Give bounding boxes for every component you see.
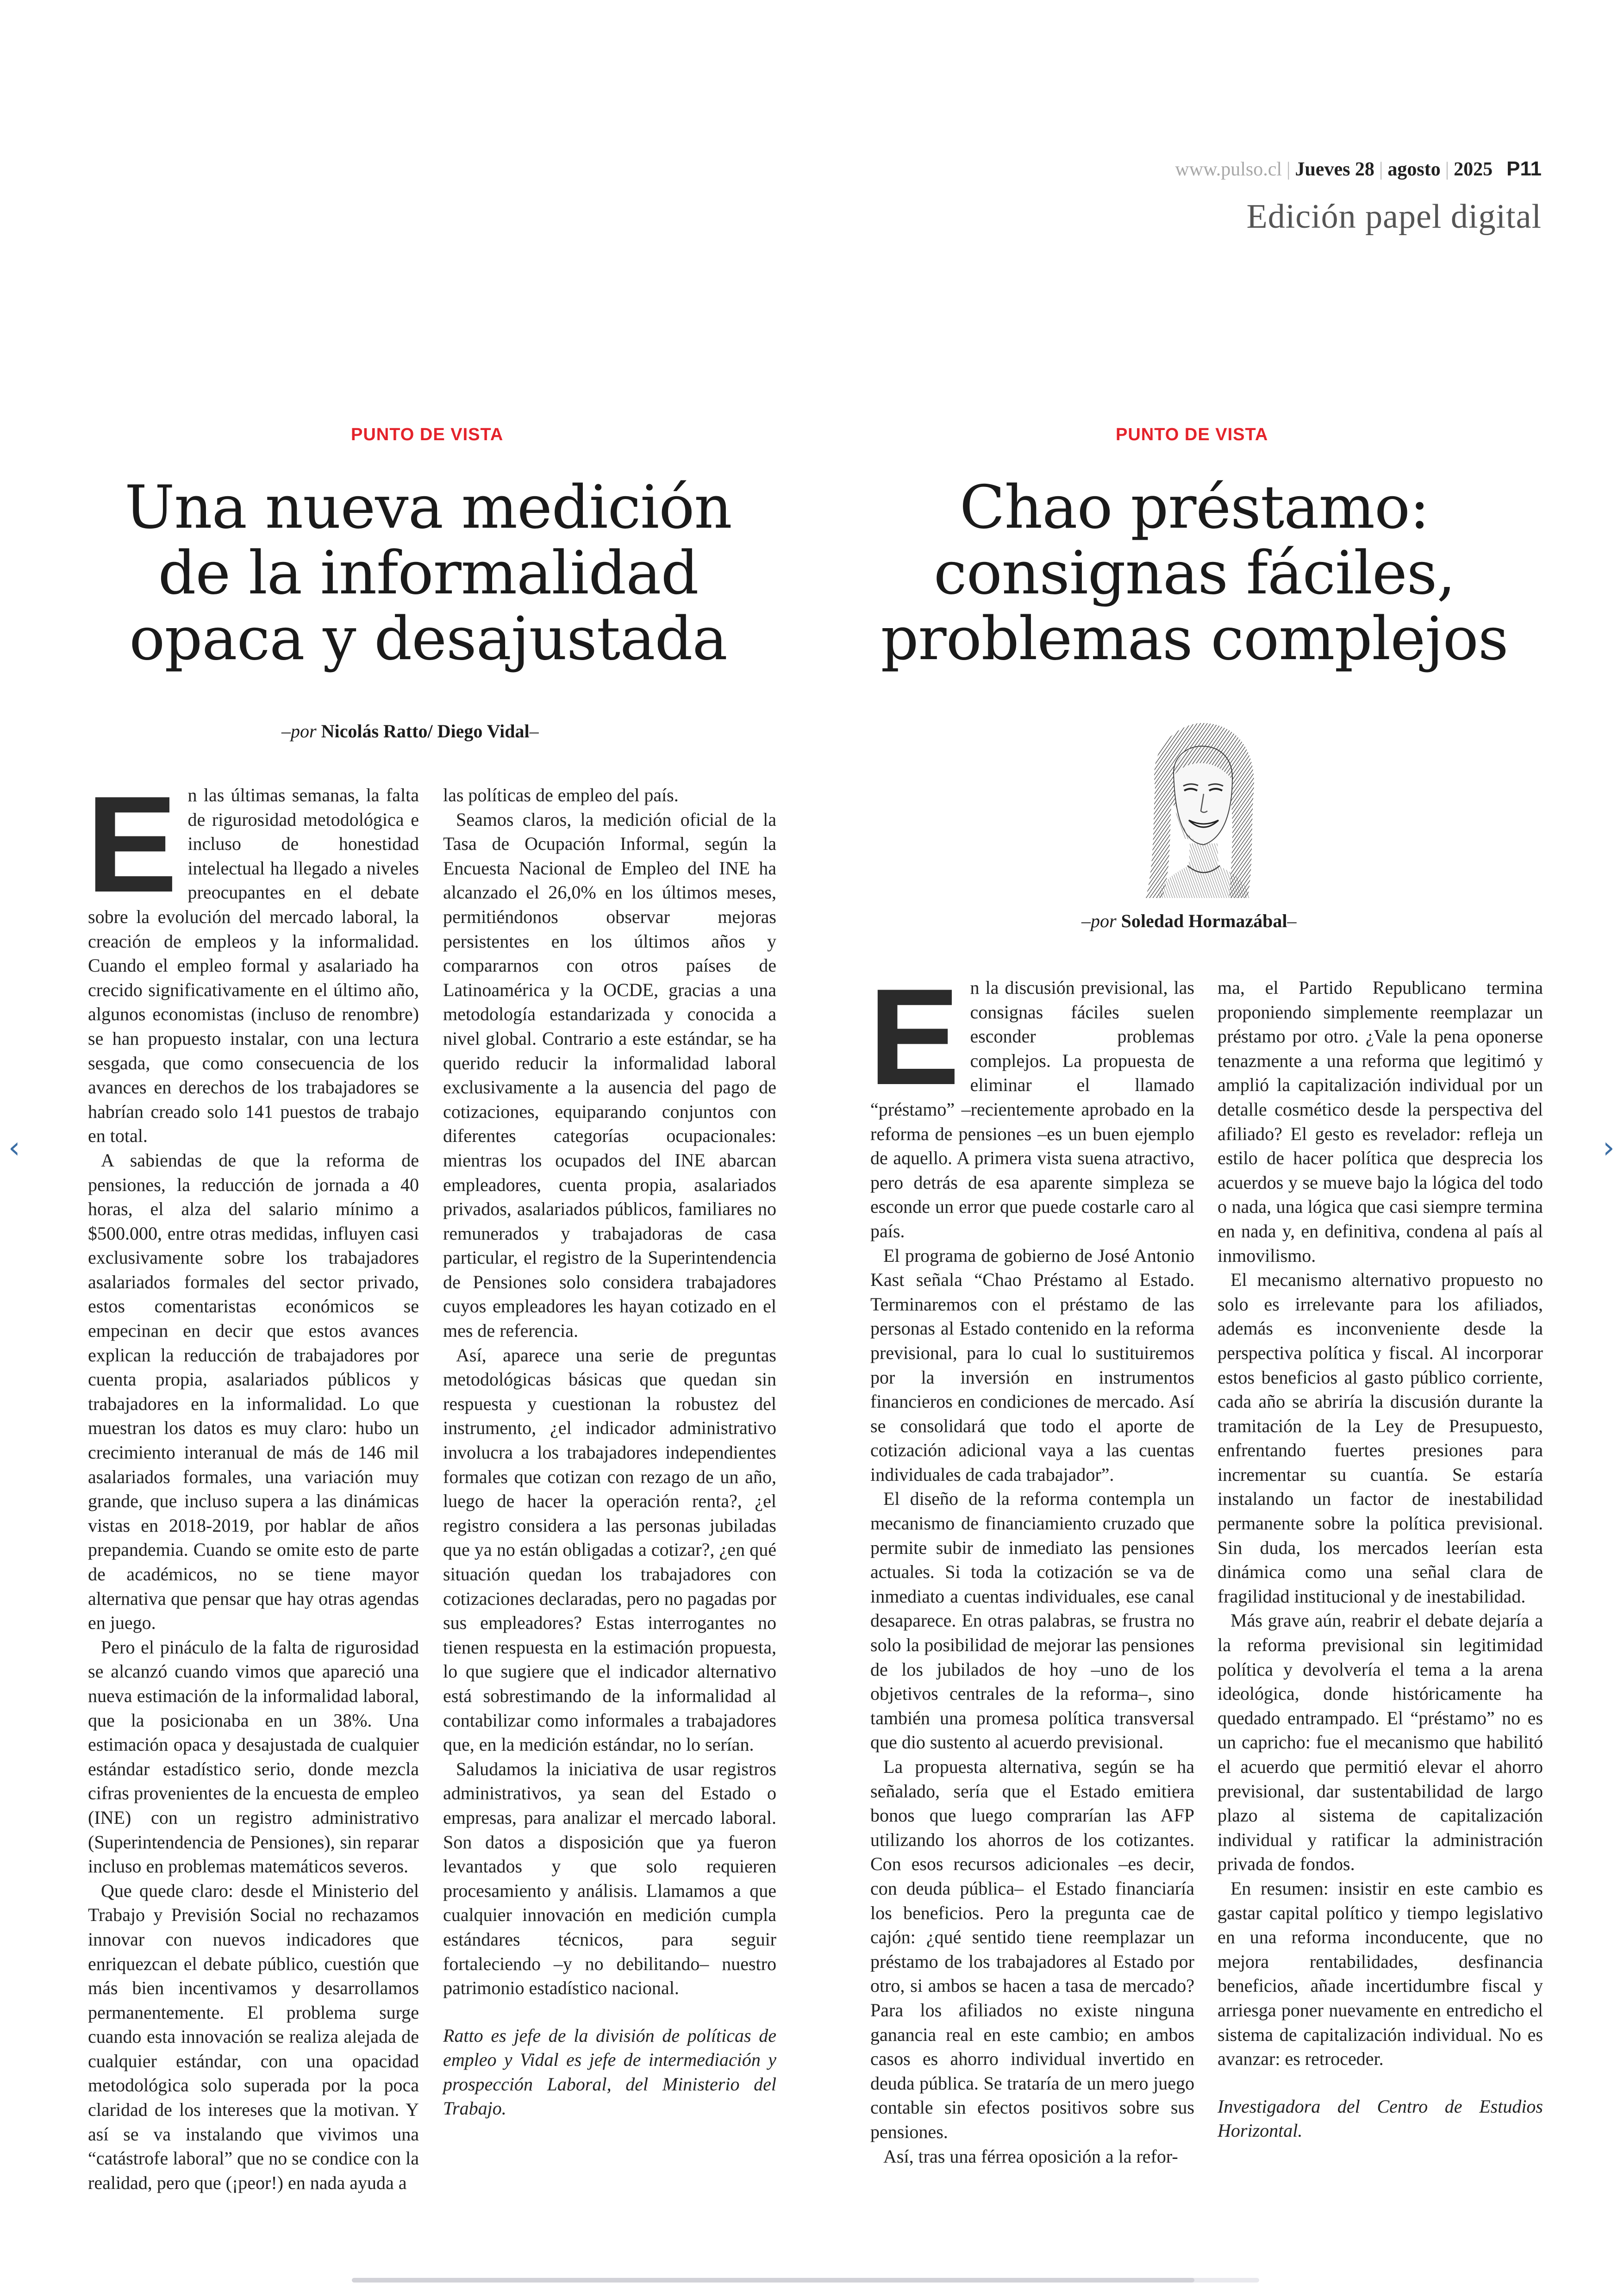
paragraph: El diseño de la reforma contempla un mecanismo de financiamiento cruzado que permite subir de inmediato las pensiones actuales. Si toda la cotización se va de inmediato a cuentas individuales, ese canal desaparece. En otras palabras, se frustra no solo la posibilidad de mejorar las pensiones de los jubilados de hoy –uno de los objetivos centrales de la reforma–, sino también una promesa política transversal que dio sustento al acuerdo previsional. — [870, 1488, 1194, 1753]
paragraph: Saludamos la iniciativa de usar registros administrativos, ya sean del Estado o empresas, para analizar el mercado laboral. Son datos a disposición que ya fueron levantados y que solo requieren procesamiento y análisis. Llamamos a que cualquier innovación en medición cumpla estándares técnicos, para seguir fortaleciendo –y no debilitando– nuestro patrimonio estadístico nacional. — [443, 1758, 776, 1999]
left-byline — [281, 720, 539, 742]
right-headline-line: Chao préstamo: — [959, 473, 1430, 542]
drop-cap: E — [868, 960, 960, 1113]
right-article-col2 — [1218, 976, 1543, 2143]
left-byline-authors: Nicolás Ratto/ Diego Vidal — [321, 721, 530, 742]
paragraph: La propuesta alternativa, según se ha señalado, sería que el Estado emitiera bonos que luego comprarían las AFP utilizando los ahorros de los cotizantes. Con esos recursos adicionales –es decir, con deuda pública– el Estado financiaría los beneficios. Pero la pregunta cae de cajón: ¿qué sentido tiene reemplazar un préstamo de los trabajadores al Estado por otro, si ambos se hacen a tasa de mercado? Para los afiliados no existe ninguna ganancia real en este cambio; en ambos casos es ahorro individual invertido en deuda pública. Se trataría de un mero juego contable sin efectos positivos sobre sus pensiones. — [870, 1756, 1194, 2142]
right-headline-line: consignas fáciles, — [933, 539, 1455, 608]
paragraph: las políticas de empleo del país. — [443, 785, 679, 805]
paragraph: Que quede claro: desde el Ministerio del Trabajo y Previsión Social no rechazamos innovar con nuevos indicadores que enriquezcan el debate público, cuestión que más bien incentivamos y desarrollamos permanentemente. El problema surge cuando esta innovación se realiza alejada de cualquier estándar, con una opacidad metodológica solo superada por la poca claridad de los intereses que la motivan. Y así se va instalando que vivimos una “catástrofe laboral” que no se condice con la realidad, pero que (¡peor!) en nada ayuda a — [88, 1880, 419, 2193]
byline-prefix: –por — [1081, 911, 1117, 931]
page-number: P11 — [1506, 157, 1542, 180]
author-note: Investigadora del Centro de Estudios Horizontal. — [1218, 2095, 1543, 2141]
left-headline-line: Una nueva medición — [125, 473, 732, 542]
paragraph: El mecanismo alternativo propuesto no solo es irrelevante para los afiliados, además es inconveniente desde la perspectiva política y fiscal. Al incorporar estos beneficios al gasto público corriente, cada año se abriría la discusión durante la tramitación de la Ley de Presupuesto, enfrentando fuertes presiones para incrementar su cuantía. Se estaría instalando un factor de inestabilidad permanente sobre la política previsional. Sin duda, los mercados leerían esta dinámica como una señal clara de fragilidad institucional y de inestabilidad. — [1218, 1269, 1543, 1607]
left-headline — [83, 475, 773, 672]
issue-year: 2025 — [1454, 159, 1493, 180]
byline-prefix: –por — [281, 721, 317, 742]
edition-label: Edición papel digital — [1246, 198, 1542, 236]
drop-cap: E — [86, 767, 178, 921]
left-section-label: PUNTO DE VISTA — [351, 425, 504, 444]
right-byline — [1081, 910, 1296, 932]
paragraph: El programa de gobierno de José Antonio Kast señala “Chao Préstamo al Estado. Terminaremos con el préstamo de las personas al Estado contenido en la reforma previsional, para lo cual lo sustituiremos por la inversión en instrumentos financieros en condiciones de mercado. Así se consolidará que todo el aporte de cotización adicional vaya a las cuentas individuales de cada trabajador”. — [870, 1245, 1194, 1485]
paragraph: En las últimas semanas, la falta de rigurosidad metodológica e incluso de honestidad intelectual ha llegado a niveles preocupantes en el debate sobre la evolución del mercado laboral, la creación de empleos y la informalidad. Cuando el empleo formal y asalariado ha crecido significativamente en el último año, algunos economistas (incluso de renombre) se han propuesto instalar, con una lectura sesgada, que como consecuencia de los avances en derechos de los trabajadores se habrían creado solo 141 puestos de trabajo en total. — [86, 767, 419, 1147]
paragraph: En resumen: insistir en este cambio es gastar capital político y tiempo legislativo en una reforma inconducente, que no mejora rentabilidades, desfinancia beneficios, añade incertidumbre fiscal y arriesga poner nuevamente en entredicho el sistema de capitalización individual. No es avanzar: es retroceder. — [1218, 1877, 1543, 2070]
author-note: Ratto es jefe de la división de políticas de empleo y Vidal es jefe de intermediación y prospección Laboral, del Ministerio del Trabajo. — [443, 2025, 776, 2119]
paragraph: A sabiendas de que la reforma de pensiones, la reducción de jornada a 40 horas, el alza del salario mínimo a $500.000, entre otras medidas, influyen casi exclusivamente sobre los trabajadores asalariados formales del sector privado, estos comentaristas económicos se empecinan en decir que estos avances explican la reducción de trabajadores por cuenta propia, asalariados públicos y trabajadores en la informalidad. Lo que muestran los datos es muy claro: hubo un crecimiento interanual de más de 146 mil asalariados formales, una variación muy grande, que incluso supera a las dinámicas vistas en 2018-2019, por hablar de años prepandemia. Cuando se omite esto de parte de académicos, no se tiene mayor alternativa que pensar que hay otras agendas en juego. — [88, 1149, 419, 1634]
masthead — [1175, 157, 1542, 237]
right-article-col1 — [868, 960, 1194, 2169]
horizontal-scrollbar[interactable] — [352, 2278, 1259, 2283]
left-headline-line: opaca y desajustada — [129, 605, 727, 674]
left-article-col2 — [443, 783, 776, 2121]
paragraph: Seamos claros, la medición oficial de la Tasa de Ocupación Informal, según la Encuesta Nacional de Empleo del INE ha alcanzado el 26,0% en los últimos meses, permitiéndonos observar mejoras persistentes en los últimos años y compararnos con otros países de Latinoamérica y la OCDE, gracias a una metodología estandarizada y conocida a nivel global. Contrario a este estándar, se ha querido reducir la informalidad laboral exclusivamente a la ausencia del pago de cotizaciones, equiparando conjuntos con diferentes categorías ocupacionales: mientras los ocupados del INE abarcan empleadores, cuenta propia, asalariados privados, asalariados públicos, familiares no remunerados y trabajadoras de casa particular, el registro de la Superintendencia de Pensiones solo considera trabajadores cuyos empleadores les hayan cotizado en el mes de referencia. — [443, 809, 776, 1341]
author-portrait — [1130, 713, 1268, 907]
paragraph: Pero el pináculo de la falta de rigurosidad se alcanzó cuando vimos que apareció una nueva estimación de la informalidad laboral, que la posicionaba en un 38%. Una estimación opaca y desajustada de cualquier estándar estadístico serio, donde mezcla cifras provenientes de la encuesta de empleo (INE) con un registro administrativo (Superintendencia de Pensiones), sin reparar incluso en problemas matemáticos severos. — [88, 1636, 419, 1877]
right-byline-authors: Soledad Hormazábal — [1121, 911, 1287, 931]
paragraph: En la discusión previsional, las consignas fáciles suelen esconder problemas complejos. La propuesta de eliminar el llamado “préstamo” –recientemente aprobado en la reforma de pensiones –es un buen ejemplo de aquello. A primera vista suena atractivo, pero detrás de esa aparente simpleza se esconde un error que puede costarle caro al país. — [868, 960, 1194, 1241]
scrollbar-thumb[interactable] — [352, 2278, 1194, 2283]
site-url[interactable]: www.pulso.cl — [1175, 159, 1282, 180]
previous-page-arrow-icon[interactable]: ‹ — [8, 1131, 20, 1165]
paragraph: Más grave aún, reabrir el debate dejaría a la reforma previsional sin legitimidad política y devolvería el tema a la arena ideológica, donde históricamente ha quedado entrampado. El “préstamo” no es un capricho: fue el mecanismo que habilitó el acuerdo que permitió elevar el ahorro previsional, dar sustentabilidad de largo plazo al sistema de capitalización individual y ratificar la administración privada de fondos. — [1218, 1610, 1543, 1875]
next-page-arrow-icon[interactable]: › — [1603, 1131, 1615, 1165]
left-article-col1 — [86, 767, 419, 2195]
right-headline — [849, 475, 1539, 672]
byline-suffix: – — [529, 721, 539, 742]
right-headline-line: problemas complejos — [881, 605, 1508, 674]
issue-month: agosto — [1387, 159, 1441, 180]
right-section-label: PUNTO DE VISTA — [1116, 425, 1268, 444]
byline-suffix: – — [1287, 911, 1297, 931]
left-headline-line: de la informalidad — [158, 539, 699, 608]
paragraph: Así, tras una férrea oposición a la refor- — [883, 2145, 1178, 2167]
paragraph: ma, el Partido Republicano termina proponiendo simplemente reemplazar un préstamo por otro. ¿Vale la pena oponerse tenazmente a una reforma que legitimó y amplió la capitalización individual por un detalle cosmético desde la perspectiva del afiliado? El gesto es revelador: refleja un estilo de hacer política que desprecia los acuerdos y se mueve bajo la lógica del todo o nada, una lógica que casi siempre termina en nada y, en definitiva, condena al país al inmovilismo. — [1218, 977, 1543, 1266]
issue-day: Jueves 28 — [1295, 159, 1374, 180]
paragraph: Así, aparece una serie de preguntas metodológicas básicas que quedan sin respuesta y cuestionan la robustez del instrumento, ¿el indicador administrativo involucra a los trabajadores independientes formales que cotizan con rezago de un año, luego de hacer la operación renta?, ¿el registro considera a las personas jubiladas que ya no están obligadas a cotizar?, ¿en qué situación quedan los trabajadores con cotizaciones declaradas, pero no pagadas por sus empleadores? Estas interrogantes no tienen respuesta en la estimación propuesta, lo que sugiere que el indicador alternativo está sobrestimando de la informalidad al contabilizar como informales a trabajadores que, en la medición estándar, no lo serían. — [443, 1344, 776, 1755]
issue-meta: www.pulso.cl | Jueves 28 | agosto | 2025 P11 — [1175, 157, 1542, 180]
